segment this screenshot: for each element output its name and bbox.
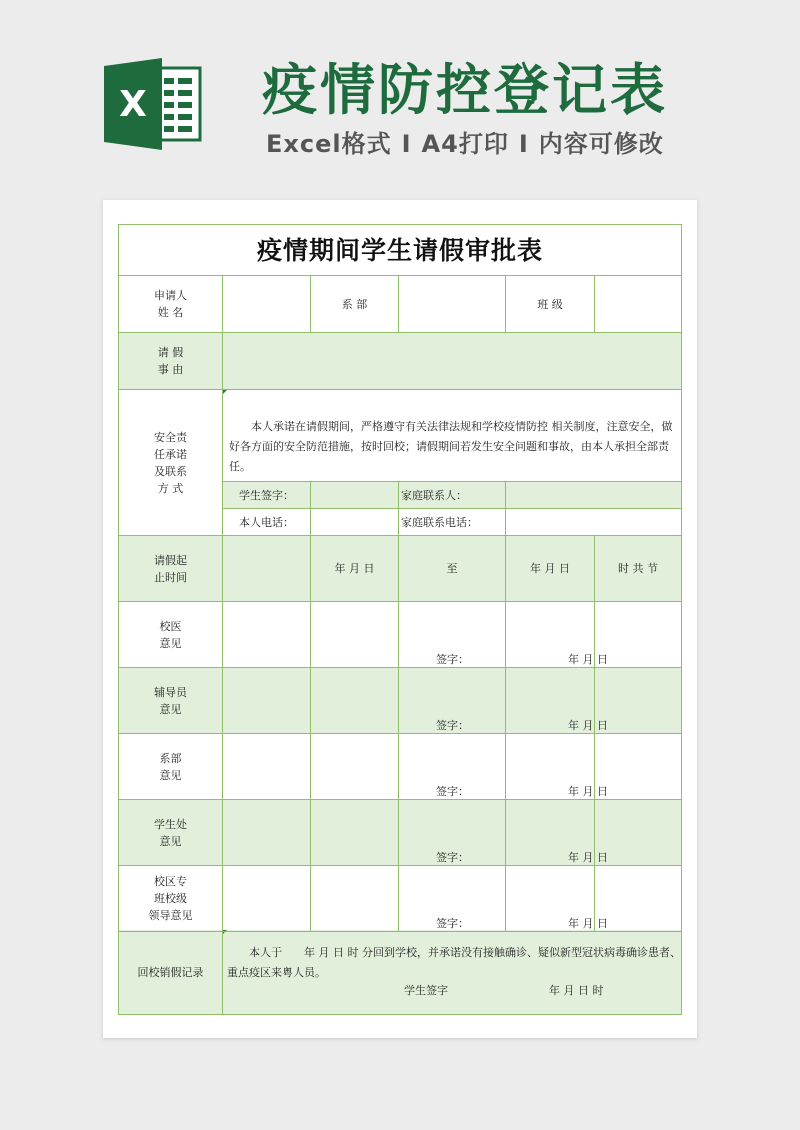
start-date-label: 年 月 日 (311, 536, 399, 602)
approval-opinion-field[interactable] (223, 800, 311, 866)
approval-label: 校区专 班校级 领导意见 (119, 866, 223, 932)
approval-label: 系部 意见 (119, 734, 223, 800)
return-date-label: 年 月 日 时 (549, 984, 604, 997)
approval-opinion-field[interactable] (311, 866, 399, 932)
safety-label: 安全责 任承诺 及联系 方 式 (119, 390, 223, 536)
approval-opinion-field[interactable] (311, 668, 399, 734)
student-sign-field[interactable] (311, 482, 399, 509)
approval-opinion-field[interactable] (223, 866, 311, 932)
family-contact-label: 家庭联系人： (399, 482, 506, 509)
phone-field[interactable] (311, 509, 399, 536)
page-title: 疫情防控登记表 (262, 58, 669, 122)
approval-opinion-field[interactable] (223, 602, 311, 668)
approval-date-label: 年 月 日 (568, 653, 608, 666)
excel-logo-letter: X (119, 84, 147, 125)
total-periods-label: 时 共 节 (595, 536, 681, 602)
excel-logo-icon (104, 58, 204, 150)
safety-pledge-text: 本人承诺在请假期间，严格遵守有关法律法规和学校疫情防控 相关制度，注意安全，做好各方面的安全防范措施，按时回校；请假期间若发生安全问题和事故，由本人承担全部责任。 (229, 420, 673, 473)
page-subtitle (266, 128, 664, 160)
period-start-field[interactable] (223, 536, 311, 602)
subtitle-print: A4打印 (421, 130, 509, 158)
subtitle-separator: I (518, 130, 529, 158)
applicant-name-field[interactable] (223, 276, 311, 333)
approval-label: 学生处 意见 (119, 800, 223, 866)
approval-opinion-field[interactable] (223, 734, 311, 800)
return-label: 回校销假记录 (119, 930, 223, 1014)
approval-sign-label: 签字： (436, 719, 469, 732)
approval-date-label: 年 月 日 (568, 917, 608, 930)
student-sign-label: 学生签字： (223, 482, 311, 509)
approval-sign-label: 签字： (436, 785, 469, 798)
approval-sign-label: 签字： (436, 917, 469, 930)
approval-date-label: 年 月 日 (568, 785, 608, 798)
approval-label: 辅导员 意见 (119, 668, 223, 734)
return-sign-label: 学生签字 (404, 984, 448, 997)
reason-label: 请 假 事 由 (119, 333, 223, 390)
subtitle-separator: I (401, 130, 412, 158)
approval-label: 校医 意见 (119, 602, 223, 668)
class-field[interactable] (595, 276, 681, 333)
reason-field[interactable] (223, 333, 681, 390)
leave-approval-form (118, 224, 682, 1015)
approval-opinion-field[interactable] (311, 800, 399, 866)
subtitle-format: Excel格式 (266, 130, 392, 158)
approval-date-label: 年 月 日 (568, 719, 608, 732)
phone-label: 本人电话： (223, 509, 311, 536)
family-contact-field[interactable] (506, 482, 681, 509)
subtitle-editable: 内容可修改 (538, 130, 664, 158)
family-phone-field[interactable] (506, 509, 681, 536)
form-title: 疫情期间学生请假审批表 (119, 225, 681, 276)
return-record-text: 本人于 年 月 日 时 分回到学校，并承诺没有接触确诊、疑似新型冠状病毒确诊患者、重点疫区来粤人员。 (227, 946, 681, 979)
approval-opinion-field[interactable] (311, 734, 399, 800)
dept-field[interactable] (399, 276, 506, 333)
to-label: 至 (399, 536, 506, 602)
approval-opinion-field[interactable] (223, 668, 311, 734)
class-label: 班 级 (506, 276, 595, 333)
dept-label: 系 部 (311, 276, 399, 333)
family-phone-label: 家庭联系电话： (399, 509, 506, 536)
period-label: 请假起 止时间 (119, 536, 223, 602)
approval-opinion-field[interactable] (311, 602, 399, 668)
applicant-label: 申请人 姓 名 (119, 276, 223, 333)
approval-sign-label: 签字： (436, 653, 469, 666)
end-date-label: 年 月 日 (506, 536, 595, 602)
approval-sign-label: 签字： (436, 851, 469, 864)
cell-marker-icon (223, 390, 227, 394)
approval-date-label: 年 月 日 (568, 851, 608, 864)
